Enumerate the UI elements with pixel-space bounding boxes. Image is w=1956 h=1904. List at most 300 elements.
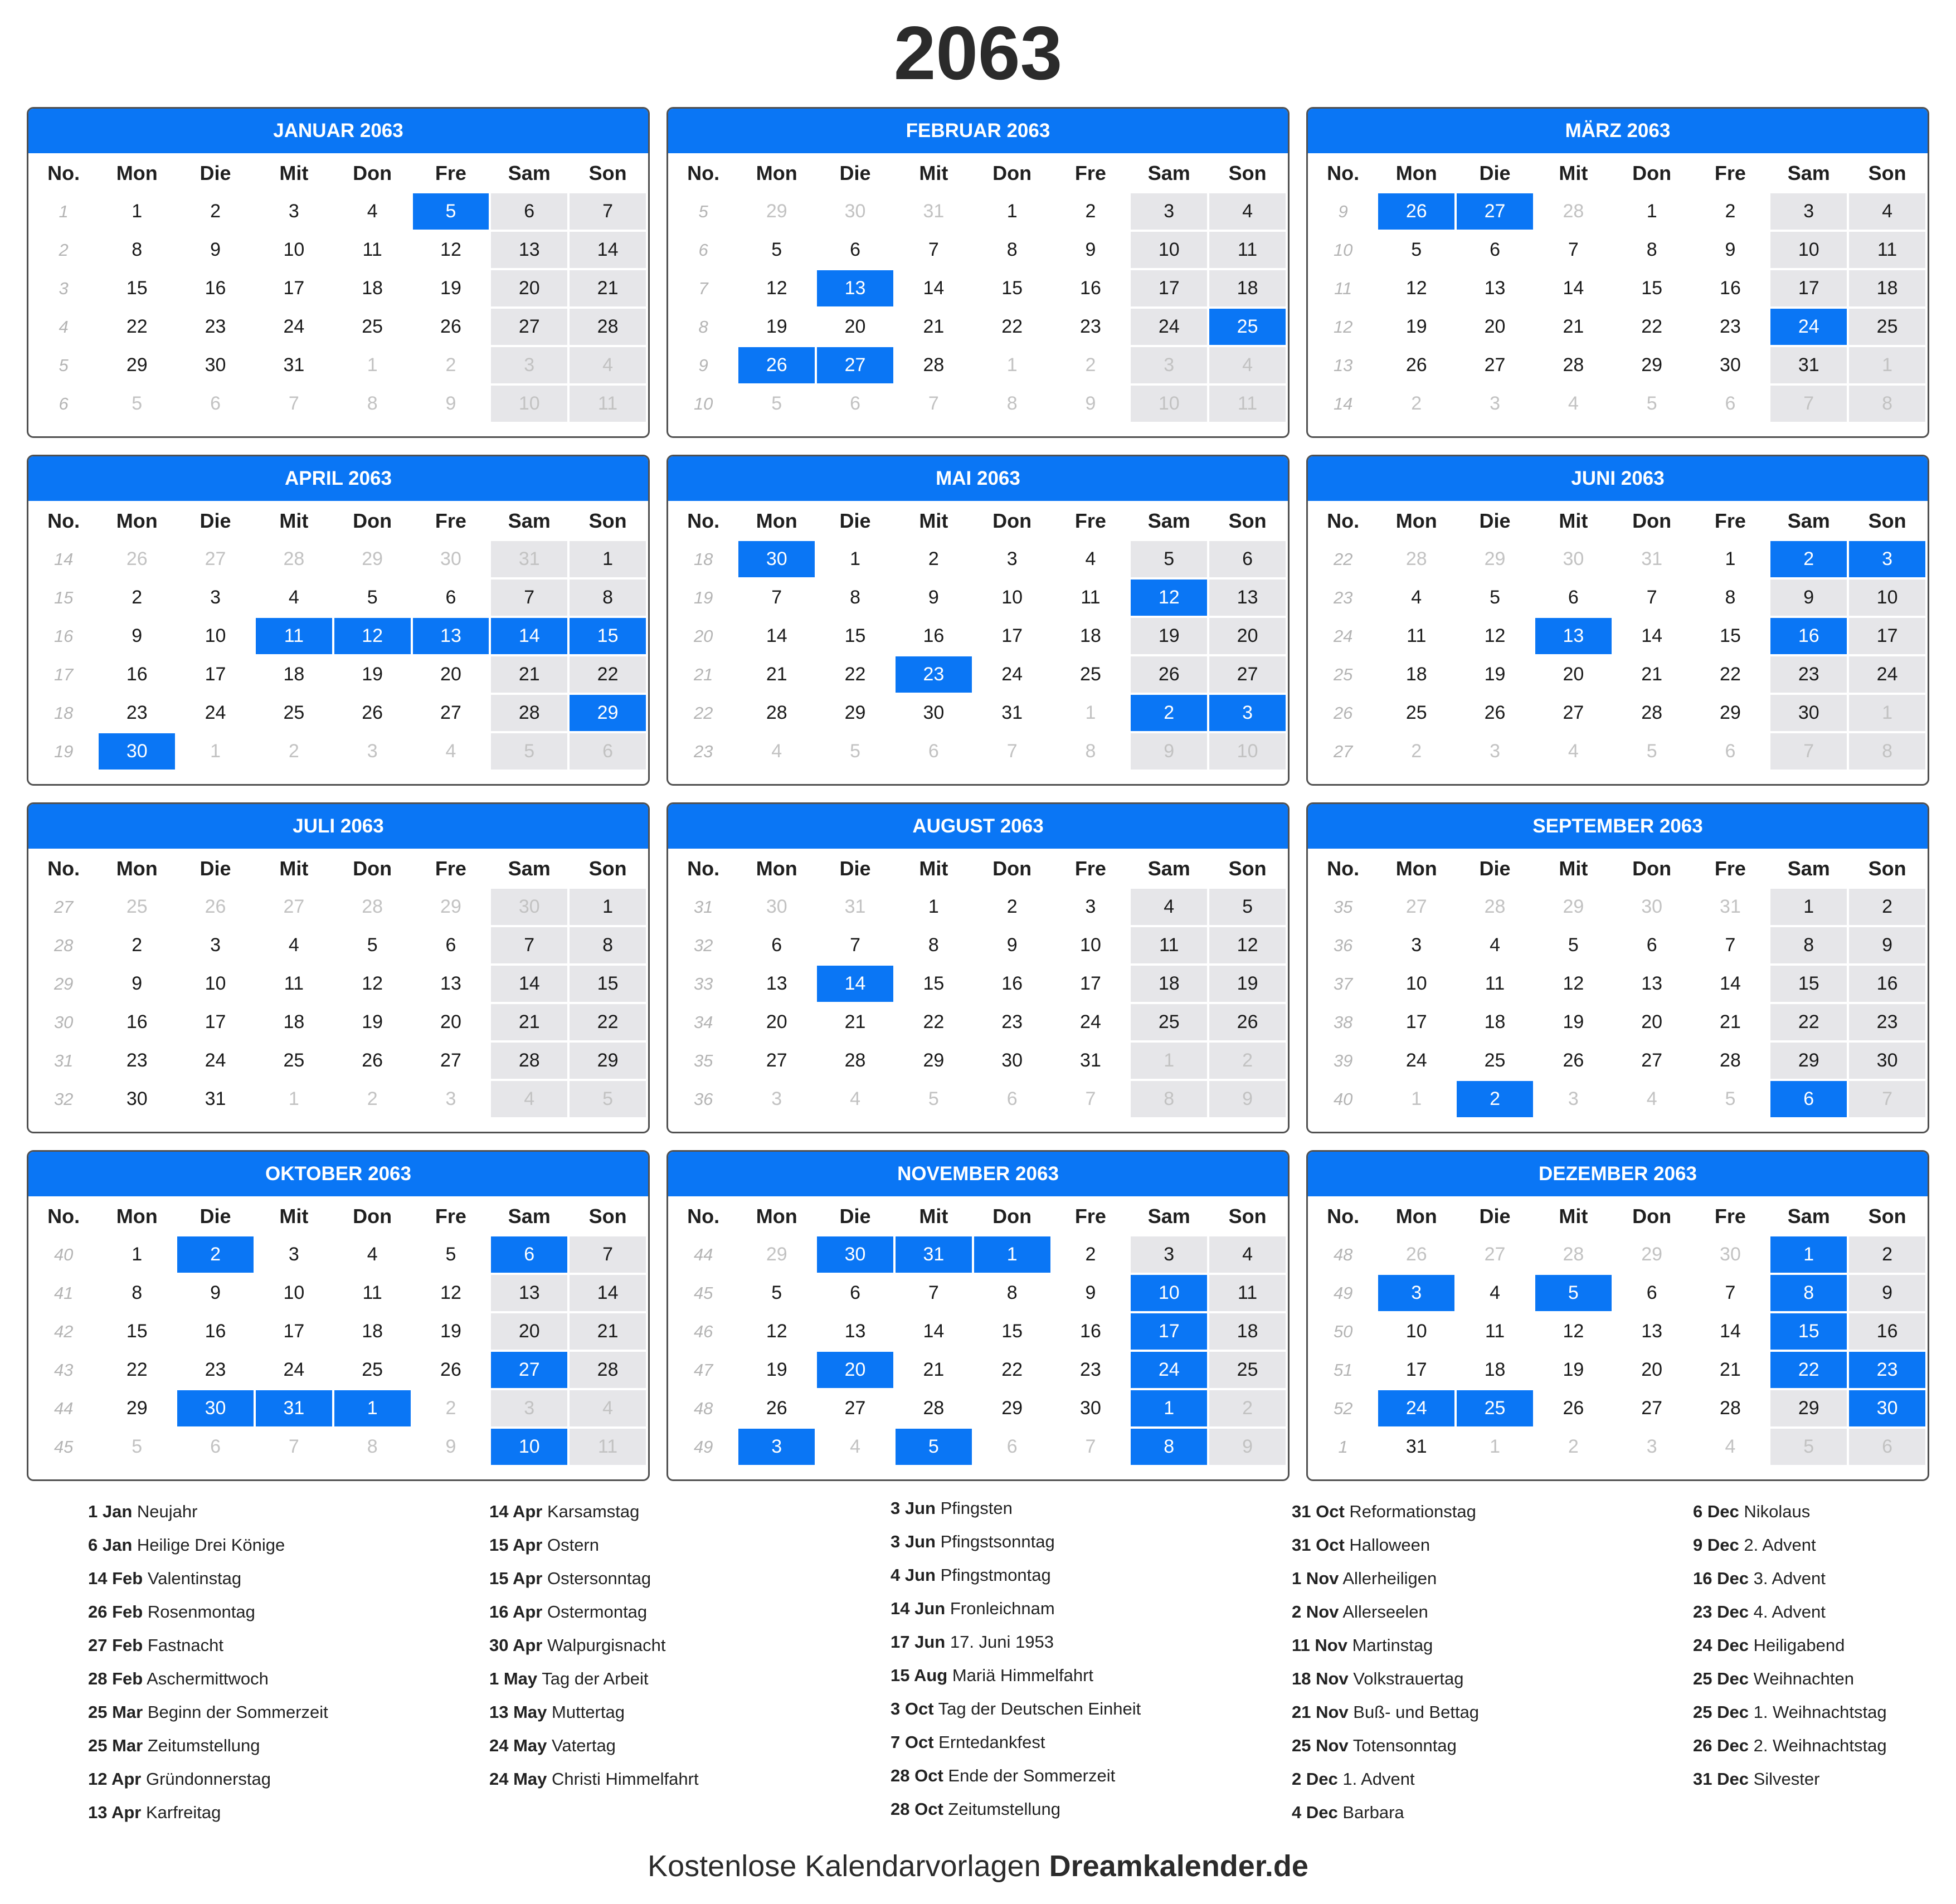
day-cell[interactable]: 29 <box>570 1043 646 1079</box>
day-cell[interactable]: 20 <box>491 1313 567 1350</box>
day-cell[interactable]: 22 <box>1770 1004 1847 1040</box>
day-cell[interactable]: 3 <box>1457 386 1533 422</box>
day-cell[interactable]: 29 <box>99 347 175 383</box>
day-cell[interactable]: 29 <box>738 1236 815 1273</box>
day-cell[interactable]: 6 <box>1457 232 1533 268</box>
day-cell[interactable]: 11 <box>1209 1275 1286 1311</box>
day-cell[interactable]: 3 <box>256 193 332 230</box>
day-cell[interactable]: 31 <box>896 1236 972 1273</box>
day-cell[interactable]: 12 <box>1535 966 1612 1002</box>
day-cell[interactable]: 21 <box>738 656 815 693</box>
day-cell[interactable]: 17 <box>1378 1352 1454 1388</box>
day-cell[interactable]: 5 <box>1614 386 1690 422</box>
day-cell[interactable]: 16 <box>177 1313 254 1350</box>
day-cell[interactable]: 5 <box>1131 541 1207 577</box>
day-cell[interactable]: 21 <box>1614 656 1690 693</box>
day-cell[interactable]: 6 <box>1614 927 1690 963</box>
day-cell[interactable]: 24 <box>177 695 254 731</box>
day-cell[interactable]: 11 <box>334 1275 411 1311</box>
day-cell[interactable]: 7 <box>570 193 646 230</box>
day-cell[interactable]: 1 <box>1131 1390 1207 1426</box>
day-cell[interactable]: 31 <box>1614 541 1690 577</box>
day-cell[interactable]: 29 <box>413 889 489 925</box>
day-cell[interactable]: 3 <box>1131 347 1207 383</box>
day-cell[interactable]: 16 <box>1770 618 1847 654</box>
day-cell[interactable]: 14 <box>1614 618 1690 654</box>
day-cell[interactable]: 22 <box>817 656 893 693</box>
day-cell[interactable]: 27 <box>256 889 332 925</box>
day-cell[interactable]: 3 <box>1849 541 1925 577</box>
day-cell[interactable]: 25 <box>256 1043 332 1079</box>
day-cell[interactable]: 22 <box>99 1352 175 1388</box>
day-cell[interactable]: 3 <box>1614 1429 1690 1465</box>
day-cell[interactable]: 8 <box>974 232 1050 268</box>
day-cell[interactable]: 3 <box>491 347 567 383</box>
day-cell[interactable]: 8 <box>1614 232 1690 268</box>
day-cell[interactable]: 29 <box>1614 1236 1690 1273</box>
day-cell[interactable]: 18 <box>1209 270 1286 306</box>
day-cell[interactable]: 9 <box>1053 232 1129 268</box>
day-cell[interactable]: 12 <box>1209 927 1286 963</box>
day-cell[interactable]: 30 <box>1849 1043 1925 1079</box>
day-cell[interactable]: 2 <box>1849 1236 1925 1273</box>
day-cell[interactable]: 9 <box>1209 1081 1286 1117</box>
day-cell[interactable]: 1 <box>896 889 972 925</box>
day-cell[interactable]: 20 <box>413 656 489 693</box>
day-cell[interactable]: 13 <box>1614 966 1690 1002</box>
day-cell[interactable]: 12 <box>1535 1313 1612 1350</box>
day-cell[interactable]: 4 <box>570 347 646 383</box>
day-cell[interactable]: 8 <box>974 386 1050 422</box>
day-cell[interactable]: 2 <box>1378 386 1454 422</box>
day-cell[interactable]: 5 <box>1614 733 1690 770</box>
day-cell[interactable]: 3 <box>1378 927 1454 963</box>
day-cell[interactable]: 12 <box>413 232 489 268</box>
day-cell[interactable]: 11 <box>1053 580 1129 616</box>
day-cell[interactable]: 5 <box>570 1081 646 1117</box>
day-cell[interactable]: 10 <box>1378 1313 1454 1350</box>
day-cell[interactable]: 8 <box>1849 733 1925 770</box>
day-cell[interactable]: 21 <box>896 309 972 345</box>
day-cell[interactable]: 28 <box>896 1390 972 1426</box>
day-cell[interactable]: 22 <box>1770 1352 1847 1388</box>
day-cell[interactable]: 17 <box>177 656 254 693</box>
day-cell[interactable]: 2 <box>99 927 175 963</box>
day-cell[interactable]: 1 <box>334 1390 411 1426</box>
day-cell[interactable]: 27 <box>1535 695 1612 731</box>
day-cell[interactable]: 13 <box>413 618 489 654</box>
day-cell[interactable]: 18 <box>256 656 332 693</box>
day-cell[interactable]: 11 <box>1849 232 1925 268</box>
day-cell[interactable]: 28 <box>1535 193 1612 230</box>
day-cell[interactable]: 18 <box>334 270 411 306</box>
day-cell[interactable]: 15 <box>817 618 893 654</box>
day-cell[interactable]: 24 <box>177 1043 254 1079</box>
day-cell[interactable]: 8 <box>1053 733 1129 770</box>
day-cell[interactable]: 2 <box>1770 541 1847 577</box>
day-cell[interactable]: 23 <box>177 1352 254 1388</box>
day-cell[interactable]: 23 <box>1849 1352 1925 1388</box>
day-cell[interactable]: 8 <box>99 1275 175 1311</box>
day-cell[interactable]: 15 <box>99 1313 175 1350</box>
day-cell[interactable]: 9 <box>1209 1429 1286 1465</box>
day-cell[interactable]: 17 <box>256 1313 332 1350</box>
day-cell[interactable]: 7 <box>256 1429 332 1465</box>
day-cell[interactable]: 27 <box>1457 347 1533 383</box>
day-cell[interactable]: 30 <box>99 1081 175 1117</box>
day-cell[interactable]: 6 <box>1535 580 1612 616</box>
day-cell[interactable]: 8 <box>1770 1275 1847 1311</box>
day-cell[interactable]: 9 <box>1849 1275 1925 1311</box>
day-cell[interactable]: 6 <box>1209 541 1286 577</box>
day-cell[interactable]: 6 <box>491 193 567 230</box>
day-cell[interactable]: 26 <box>413 309 489 345</box>
day-cell[interactable]: 24 <box>1053 1004 1129 1040</box>
day-cell[interactable]: 7 <box>1849 1081 1925 1117</box>
day-cell[interactable]: 10 <box>1849 580 1925 616</box>
day-cell[interactable]: 1 <box>817 541 893 577</box>
day-cell[interactable]: 16 <box>99 656 175 693</box>
day-cell[interactable]: 9 <box>1849 927 1925 963</box>
day-cell[interactable]: 4 <box>570 1390 646 1426</box>
day-cell[interactable]: 16 <box>1692 270 1769 306</box>
day-cell[interactable]: 21 <box>1692 1352 1769 1388</box>
day-cell[interactable]: 30 <box>413 541 489 577</box>
day-cell[interactable]: 22 <box>99 309 175 345</box>
day-cell[interactable]: 20 <box>1209 618 1286 654</box>
day-cell[interactable]: 26 <box>334 1043 411 1079</box>
day-cell[interactable]: 31 <box>256 347 332 383</box>
day-cell[interactable]: 31 <box>491 541 567 577</box>
day-cell[interactable]: 5 <box>334 927 411 963</box>
day-cell[interactable]: 5 <box>738 1275 815 1311</box>
day-cell[interactable]: 6 <box>1849 1429 1925 1465</box>
day-cell[interactable]: 5 <box>491 733 567 770</box>
day-cell[interactable]: 1 <box>1849 347 1925 383</box>
day-cell[interactable]: 9 <box>99 618 175 654</box>
day-cell[interactable]: 19 <box>738 309 815 345</box>
day-cell[interactable]: 9 <box>974 927 1050 963</box>
day-cell[interactable]: 29 <box>974 1390 1050 1426</box>
day-cell[interactable]: 7 <box>1692 1275 1769 1311</box>
day-cell[interactable]: 28 <box>817 1043 893 1079</box>
day-cell[interactable]: 3 <box>491 1390 567 1426</box>
day-cell[interactable]: 17 <box>1131 270 1207 306</box>
day-cell[interactable]: 28 <box>334 889 411 925</box>
day-cell[interactable]: 11 <box>256 966 332 1002</box>
day-cell[interactable]: 8 <box>896 927 972 963</box>
day-cell[interactable]: 1 <box>334 347 411 383</box>
day-cell[interactable]: 30 <box>738 889 815 925</box>
day-cell[interactable]: 29 <box>1770 1390 1847 1426</box>
day-cell[interactable]: 18 <box>1378 656 1454 693</box>
day-cell[interactable]: 8 <box>1770 927 1847 963</box>
day-cell[interactable]: 3 <box>1053 889 1129 925</box>
day-cell[interactable]: 10 <box>1209 733 1286 770</box>
day-cell[interactable]: 22 <box>570 656 646 693</box>
day-cell[interactable]: 17 <box>256 270 332 306</box>
day-cell[interactable]: 14 <box>1535 270 1612 306</box>
day-cell[interactable]: 7 <box>1770 733 1847 770</box>
day-cell[interactable]: 9 <box>1053 1275 1129 1311</box>
day-cell[interactable]: 3 <box>1770 193 1847 230</box>
day-cell[interactable]: 4 <box>256 580 332 616</box>
day-cell[interactable]: 6 <box>1614 1275 1690 1311</box>
day-cell[interactable]: 24 <box>256 309 332 345</box>
day-cell[interactable]: 12 <box>334 966 411 1002</box>
day-cell[interactable]: 5 <box>896 1081 972 1117</box>
day-cell[interactable]: 30 <box>177 1390 254 1426</box>
day-cell[interactable]: 30 <box>177 347 254 383</box>
day-cell[interactable]: 7 <box>256 386 332 422</box>
day-cell[interactable]: 2 <box>99 580 175 616</box>
day-cell[interactable]: 30 <box>1614 889 1690 925</box>
day-cell[interactable]: 4 <box>1131 889 1207 925</box>
day-cell[interactable]: 7 <box>896 232 972 268</box>
day-cell[interactable]: 6 <box>177 386 254 422</box>
day-cell[interactable]: 23 <box>1849 1004 1925 1040</box>
day-cell[interactable]: 8 <box>1131 1429 1207 1465</box>
day-cell[interactable]: 4 <box>413 733 489 770</box>
day-cell[interactable]: 3 <box>177 927 254 963</box>
day-cell[interactable]: 27 <box>817 1390 893 1426</box>
day-cell[interactable]: 21 <box>570 270 646 306</box>
day-cell[interactable]: 16 <box>1053 270 1129 306</box>
day-cell[interactable]: 21 <box>491 1004 567 1040</box>
day-cell[interactable]: 9 <box>1053 386 1129 422</box>
day-cell[interactable]: 11 <box>1209 386 1286 422</box>
day-cell[interactable]: 12 <box>334 618 411 654</box>
day-cell[interactable]: 15 <box>1692 618 1769 654</box>
day-cell[interactable]: 14 <box>491 966 567 1002</box>
day-cell[interactable]: 15 <box>896 966 972 1002</box>
day-cell[interactable]: 7 <box>817 927 893 963</box>
day-cell[interactable]: 4 <box>334 1236 411 1273</box>
day-cell[interactable]: 3 <box>1457 733 1533 770</box>
day-cell[interactable]: 26 <box>334 695 411 731</box>
day-cell[interactable]: 30 <box>974 1043 1050 1079</box>
day-cell[interactable]: 13 <box>738 966 815 1002</box>
day-cell[interactable]: 4 <box>491 1081 567 1117</box>
day-cell[interactable]: 6 <box>817 1275 893 1311</box>
day-cell[interactable]: 2 <box>413 1390 489 1426</box>
day-cell[interactable]: 20 <box>413 1004 489 1040</box>
day-cell[interactable]: 5 <box>1692 1081 1769 1117</box>
day-cell[interactable]: 27 <box>1209 656 1286 693</box>
day-cell[interactable]: 6 <box>974 1081 1050 1117</box>
day-cell[interactable]: 22 <box>896 1004 972 1040</box>
day-cell[interactable]: 5 <box>1457 580 1533 616</box>
day-cell[interactable]: 9 <box>177 1275 254 1311</box>
day-cell[interactable]: 18 <box>1209 1313 1286 1350</box>
day-cell[interactable]: 18 <box>256 1004 332 1040</box>
day-cell[interactable]: 25 <box>256 695 332 731</box>
day-cell[interactable]: 4 <box>817 1081 893 1117</box>
day-cell[interactable]: 12 <box>1378 270 1454 306</box>
day-cell[interactable]: 29 <box>817 695 893 731</box>
day-cell[interactable]: 2 <box>1692 193 1769 230</box>
day-cell[interactable]: 16 <box>99 1004 175 1040</box>
day-cell[interactable]: 26 <box>1209 1004 1286 1040</box>
day-cell[interactable]: 17 <box>177 1004 254 1040</box>
day-cell[interactable]: 27 <box>1614 1390 1690 1426</box>
day-cell[interactable]: 7 <box>1692 927 1769 963</box>
day-cell[interactable]: 13 <box>491 1275 567 1311</box>
day-cell[interactable]: 29 <box>570 695 646 731</box>
day-cell[interactable]: 10 <box>1770 232 1847 268</box>
day-cell[interactable]: 10 <box>1131 386 1207 422</box>
day-cell[interactable]: 8 <box>817 580 893 616</box>
day-cell[interactable]: 16 <box>1849 1313 1925 1350</box>
day-cell[interactable]: 2 <box>1378 733 1454 770</box>
day-cell[interactable]: 1 <box>1614 193 1690 230</box>
day-cell[interactable]: 14 <box>570 232 646 268</box>
day-cell[interactable]: 2 <box>1457 1081 1533 1117</box>
day-cell[interactable]: 30 <box>817 193 893 230</box>
day-cell[interactable]: 11 <box>1457 1313 1533 1350</box>
day-cell[interactable]: 16 <box>1053 1313 1129 1350</box>
day-cell[interactable]: 8 <box>99 232 175 268</box>
day-cell[interactable]: 8 <box>1849 386 1925 422</box>
day-cell[interactable]: 13 <box>491 232 567 268</box>
day-cell[interactable]: 4 <box>1053 541 1129 577</box>
day-cell[interactable]: 5 <box>738 386 815 422</box>
day-cell[interactable]: 30 <box>99 733 175 770</box>
day-cell[interactable]: 5 <box>1535 1275 1612 1311</box>
day-cell[interactable]: 26 <box>1535 1390 1612 1426</box>
day-cell[interactable]: 8 <box>570 927 646 963</box>
day-cell[interactable]: 3 <box>1378 1275 1454 1311</box>
day-cell[interactable]: 2 <box>974 889 1050 925</box>
day-cell[interactable]: 21 <box>817 1004 893 1040</box>
day-cell[interactable]: 20 <box>1614 1352 1690 1388</box>
day-cell[interactable]: 2 <box>177 193 254 230</box>
day-cell[interactable]: 7 <box>1053 1081 1129 1117</box>
day-cell[interactable]: 7 <box>1614 580 1690 616</box>
day-cell[interactable]: 27 <box>738 1043 815 1079</box>
day-cell[interactable]: 23 <box>1770 656 1847 693</box>
day-cell[interactable]: 30 <box>1692 347 1769 383</box>
day-cell[interactable]: 29 <box>334 541 411 577</box>
day-cell[interactable]: 10 <box>177 618 254 654</box>
day-cell[interactable]: 17 <box>1770 270 1847 306</box>
day-cell[interactable]: 22 <box>974 1352 1050 1388</box>
day-cell[interactable]: 4 <box>817 1429 893 1465</box>
day-cell[interactable]: 14 <box>1692 1313 1769 1350</box>
day-cell[interactable]: 12 <box>738 270 815 306</box>
day-cell[interactable]: 5 <box>1770 1429 1847 1465</box>
day-cell[interactable]: 31 <box>256 1390 332 1426</box>
day-cell[interactable]: 29 <box>1770 1043 1847 1079</box>
day-cell[interactable]: 7 <box>1535 232 1612 268</box>
day-cell[interactable]: 6 <box>491 1236 567 1273</box>
day-cell[interactable]: 9 <box>1131 733 1207 770</box>
day-cell[interactable]: 23 <box>99 1043 175 1079</box>
day-cell[interactable]: 9 <box>413 1429 489 1465</box>
day-cell[interactable]: 8 <box>334 1429 411 1465</box>
day-cell[interactable]: 28 <box>570 1352 646 1388</box>
day-cell[interactable]: 30 <box>491 889 567 925</box>
day-cell[interactable]: 25 <box>1457 1043 1533 1079</box>
day-cell[interactable]: 28 <box>491 1043 567 1079</box>
day-cell[interactable]: 14 <box>570 1275 646 1311</box>
day-cell[interactable]: 4 <box>1535 386 1612 422</box>
day-cell[interactable]: 1 <box>99 193 175 230</box>
day-cell[interactable]: 14 <box>896 1313 972 1350</box>
day-cell[interactable]: 19 <box>1378 309 1454 345</box>
day-cell[interactable]: 29 <box>738 193 815 230</box>
day-cell[interactable]: 2 <box>413 347 489 383</box>
day-cell[interactable]: 29 <box>1614 347 1690 383</box>
day-cell[interactable]: 3 <box>1535 1081 1612 1117</box>
day-cell[interactable]: 14 <box>896 270 972 306</box>
day-cell[interactable]: 10 <box>1131 232 1207 268</box>
day-cell[interactable]: 8 <box>570 580 646 616</box>
day-cell[interactable]: 25 <box>334 1352 411 1388</box>
day-cell[interactable]: 26 <box>1457 695 1533 731</box>
day-cell[interactable]: 13 <box>1457 270 1533 306</box>
day-cell[interactable]: 15 <box>570 966 646 1002</box>
day-cell[interactable]: 31 <box>1692 889 1769 925</box>
day-cell[interactable]: 2 <box>1053 193 1129 230</box>
day-cell[interactable]: 23 <box>974 1004 1050 1040</box>
day-cell[interactable]: 25 <box>1209 309 1286 345</box>
day-cell[interactable]: 3 <box>177 580 254 616</box>
day-cell[interactable]: 15 <box>570 618 646 654</box>
day-cell[interactable]: 11 <box>256 618 332 654</box>
day-cell[interactable]: 2 <box>896 541 972 577</box>
day-cell[interactable]: 18 <box>1849 270 1925 306</box>
day-cell[interactable]: 26 <box>177 889 254 925</box>
day-cell[interactable]: 30 <box>1053 1390 1129 1426</box>
day-cell[interactable]: 4 <box>256 927 332 963</box>
day-cell[interactable]: 31 <box>1053 1043 1129 1079</box>
day-cell[interactable]: 28 <box>738 695 815 731</box>
day-cell[interactable]: 31 <box>974 695 1050 731</box>
day-cell[interactable]: 11 <box>1209 232 1286 268</box>
day-cell[interactable]: 24 <box>1770 309 1847 345</box>
day-cell[interactable]: 28 <box>1457 889 1533 925</box>
day-cell[interactable]: 25 <box>1131 1004 1207 1040</box>
day-cell[interactable]: 1 <box>1849 695 1925 731</box>
day-cell[interactable]: 8 <box>1131 1081 1207 1117</box>
day-cell[interactable]: 27 <box>491 1352 567 1388</box>
day-cell[interactable]: 26 <box>99 541 175 577</box>
day-cell[interactable]: 6 <box>817 386 893 422</box>
day-cell[interactable]: 28 <box>570 309 646 345</box>
day-cell[interactable]: 5 <box>99 1429 175 1465</box>
day-cell[interactable]: 23 <box>99 695 175 731</box>
day-cell[interactable]: 20 <box>491 270 567 306</box>
day-cell[interactable]: 3 <box>1209 695 1286 731</box>
day-cell[interactable]: 4 <box>1209 193 1286 230</box>
day-cell[interactable]: 30 <box>1692 1236 1769 1273</box>
day-cell[interactable]: 21 <box>1535 309 1612 345</box>
day-cell[interactable]: 11 <box>1457 966 1533 1002</box>
day-cell[interactable]: 3 <box>974 541 1050 577</box>
day-cell[interactable]: 26 <box>413 1352 489 1388</box>
day-cell[interactable]: 2 <box>256 733 332 770</box>
day-cell[interactable]: 2 <box>1209 1043 1286 1079</box>
day-cell[interactable]: 12 <box>738 1313 815 1350</box>
day-cell[interactable]: 10 <box>1053 927 1129 963</box>
day-cell[interactable]: 2 <box>1849 889 1925 925</box>
day-cell[interactable]: 27 <box>491 309 567 345</box>
day-cell[interactable]: 13 <box>413 966 489 1002</box>
day-cell[interactable]: 24 <box>974 656 1050 693</box>
day-cell[interactable]: 25 <box>1053 656 1129 693</box>
day-cell[interactable]: 4 <box>334 193 411 230</box>
